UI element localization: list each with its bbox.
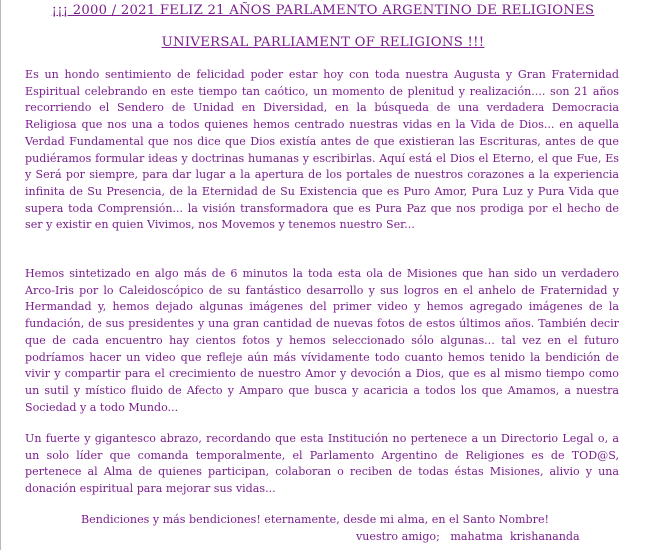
document-title: ¡¡¡ 2000 / 2021 FELIZ 21 AÑOS PARLAMENTO ARGENTINO DE RELIGIONES	[51, 3, 595, 18]
paragraph-missions: Hemos sintetizado en algo más de 6 minutos la toda esta ola de Misiones que han sido un verdadero Arco-Iris por lo Caleidoscópico de su fantástico desarrollo y sus logros en el anhelo de Fraternidad y Hermandad y, hemos dejado algunas imágenes del primer video y hemos agregado imágenes de la fundación, de sus presidentes y una gran cantidad de nuevas fotos de estos últimos años. También decir que de cada encuentro hay cientos fotos y hemos seleccionado sólo algunas... tal vez en el futuro podríamos hacer un video que refleje aún más vívidamente todo cuanto hemos tenido la bendición de vivir y compartir para el crecimiento de nuestro Amor y devoción a Dios, que es al mismo tiempo como un sutil y místico fluido de Afecto y Amparo que busca y acaricia a todos los que Amamos, a nuestra Sociedad y a todo Mundo...	[25, 267, 619, 414]
paragraph-intro: Es un hondo sentimiento de felicidad poder estar hoy con toda nuestra Augusta y Gran Fraternidad Espiritual celebrando en este tiempo tan caótico, un momento de plenitud y realización.... son 21 años recorriendo el Sendero de Unidad en Diversidad, en la búsqueda de una verdadera Democracia Religiosa que nos una a todos quienes hemos centrado nuestras vidas en la Vida de Dios... en aquella Verdad Fundamental que nos dice que Dios existía antes de que existieran las Escrituras, antes de que pudiéramos formular ideas y doctrinas humanas y escribirlas. Aquí está el Dios el Eterno, el que Fue, Es y Será por siempre, para dar lugar a la apertura de los portales de nuestros corazones a la experiencia infinita de Su Presencia, de la Eternidad de Su Existencia que es Puro Amor, Pura Luz y Pura Vida que supera toda Comprensión... la visión transformadora que es Pura Paz que nos prodiga por el hecho de ser y existir en quien Vivimos, nos Movemos y tenemos nuestro Ser...	[25, 68, 619, 232]
paragraph-embrace: Un fuerte y gigantesco abrazo, recordando que esta Institución no pertenece a un Directorio Legal o, a un solo líder que comanda temporalmente, el Parlamento Argentino de Religiones es de TOD@S, pertenece al Alma de quienes participan, colaboran o reciben de todas éstas Misiones, alivio y una donación espiritual para mejorar sus vidas...	[25, 432, 619, 496]
closing-blessing: Bendiciones y más bendiciones! eternamente, desde mi alma, en el Santo Nombre!	[80, 513, 549, 526]
signature-line: vuestro amigo; mahatma krishananda	[356, 530, 580, 543]
document-subtitle: UNIVERSAL PARLIAMENT OF RELIGIONS !!!	[161, 35, 485, 50]
page-border	[0, 0, 1, 550]
